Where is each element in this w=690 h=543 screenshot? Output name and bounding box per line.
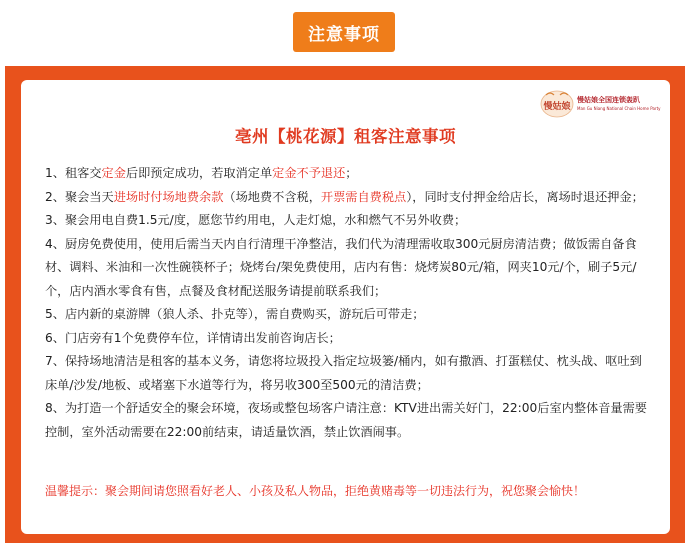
brand-mark-icon (540, 89, 574, 119)
brand-name: 慢姑娘全国连锁轰趴 (577, 96, 640, 104)
rule-1: 1、租客交定金后即预定成功，若取消定单定金不予退还； (45, 166, 358, 180)
rule-5: 5、店内新的桌游牌（狼人杀、扑克等），需自费购买，游玩后可带走； (45, 307, 425, 321)
rule-6: 6、门店旁有1个免费停车位，详情请出发前咨询店长； (45, 330, 341, 345)
rule-2: 2、聚会当天进场时付场地费余款（场地费不含税，开票需自费税点），同时支付押金给店长，离场时退还押金； (45, 189, 644, 204)
brand-logo (540, 88, 664, 120)
rule-3: 3、聚会用电自费1.5元/度，愿您节约用电，人走灯熄，水和燃气不另外收费； (45, 213, 467, 227)
rule-7: 7、保持场地清洁是租客的基本义务，请您将垃圾投入指定垃圾篓/桶内，如有撒酒、打蛋糕仗、枕头战、呕吐到床单/沙发/地板、或堵塞下水道等行为，将另收300至500元的清洁费； (45, 354, 642, 392)
rule-4: 4、厨房免费使用，使用后需当天内自行清理干净整洁，我们代为清理需收取300元厨房清洁费；做饭需自备食材、调料、米油和一次性碗筷杯子；烧烤台/架免费使用，店内有售：烧烤炭80元/箱，网夹10元/个，刷子5元/个，店内酒水零食有售，点餐及食材配送服务请提前联系我们； (45, 236, 637, 298)
notice-header-badge: 注意事项 (293, 12, 395, 52)
brand-mark-text: 慢姑娘 (543, 102, 571, 112)
notice-card (21, 80, 670, 534)
brand-name-en: Man Gu Niang National Chain Home Party (577, 106, 661, 111)
page-title: 亳州【桃花源】租客注意事项 (235, 127, 456, 146)
rules-list (45, 162, 653, 444)
warm-tip: 温馨提示：聚会期间请您照看好老人、小孩及私人物品，拒绝黄赌毒等一切违法行为，祝您聚会愉快！ (45, 484, 586, 498)
rule-8: 8、为打造一个舒适安全的聚会环境，夜场或整包场客户请注意：KTV进出需关好门，22:00后室内整体音量需要控制，室外活动需要在22:00前结束，请适量饮酒，禁止饮酒闹事。 (45, 401, 647, 439)
